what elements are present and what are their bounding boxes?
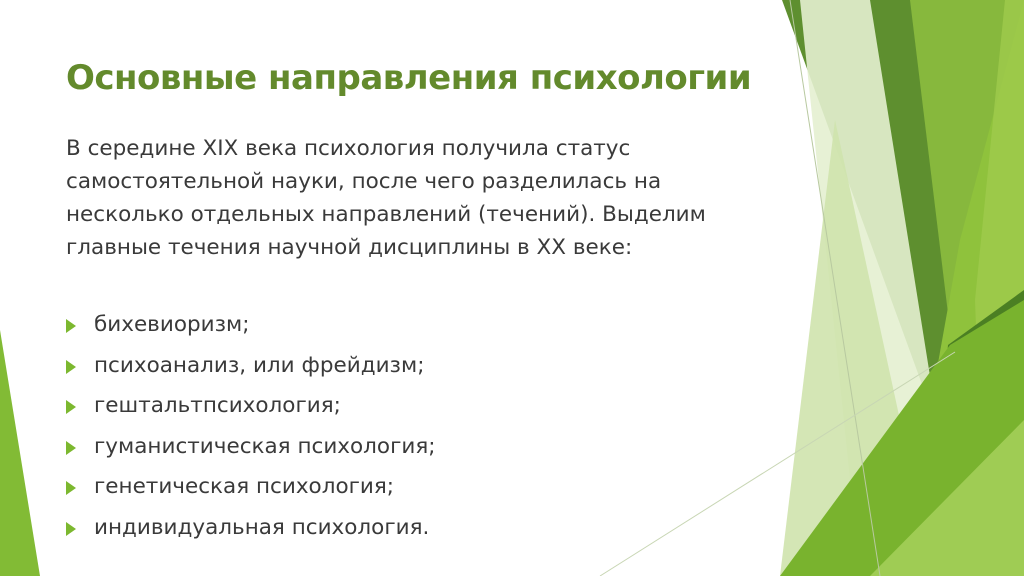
triangle-right-icon xyxy=(66,319,76,333)
intro-paragraph: В середине XIX века психология получила статус самостоятельной науки, после чего разделилась на несколько отдельных направлений (течений). Выделим главные течения научной дисциплины в XX веке: xyxy=(66,136,706,260)
list-item-text: генетическая психология; xyxy=(94,474,395,499)
triangle-right-icon xyxy=(66,481,76,495)
list-item xyxy=(66,305,436,346)
triangle-right-icon xyxy=(66,441,76,455)
list-item xyxy=(66,508,436,549)
list-item-text: гуманистическая психология; xyxy=(94,433,436,459)
list-item-text: индивидуальная психология. xyxy=(94,514,430,540)
triangle-right-icon xyxy=(66,360,76,374)
list-item-text: психоанализ, или фрейдизм; xyxy=(94,352,425,378)
left-green-sliver xyxy=(0,330,40,576)
list-item xyxy=(66,346,436,387)
list-item-text: гештальтпсихология; xyxy=(94,393,341,418)
list-item xyxy=(66,427,436,468)
list-item-text: бихевиоризм; xyxy=(94,312,250,337)
list-item xyxy=(66,467,436,508)
slide-title: Основные направления психологии xyxy=(66,58,752,98)
triangle-right-icon xyxy=(66,522,76,536)
triangle-right-icon xyxy=(66,400,76,414)
bullet-list xyxy=(66,305,436,548)
list-item xyxy=(66,386,436,427)
